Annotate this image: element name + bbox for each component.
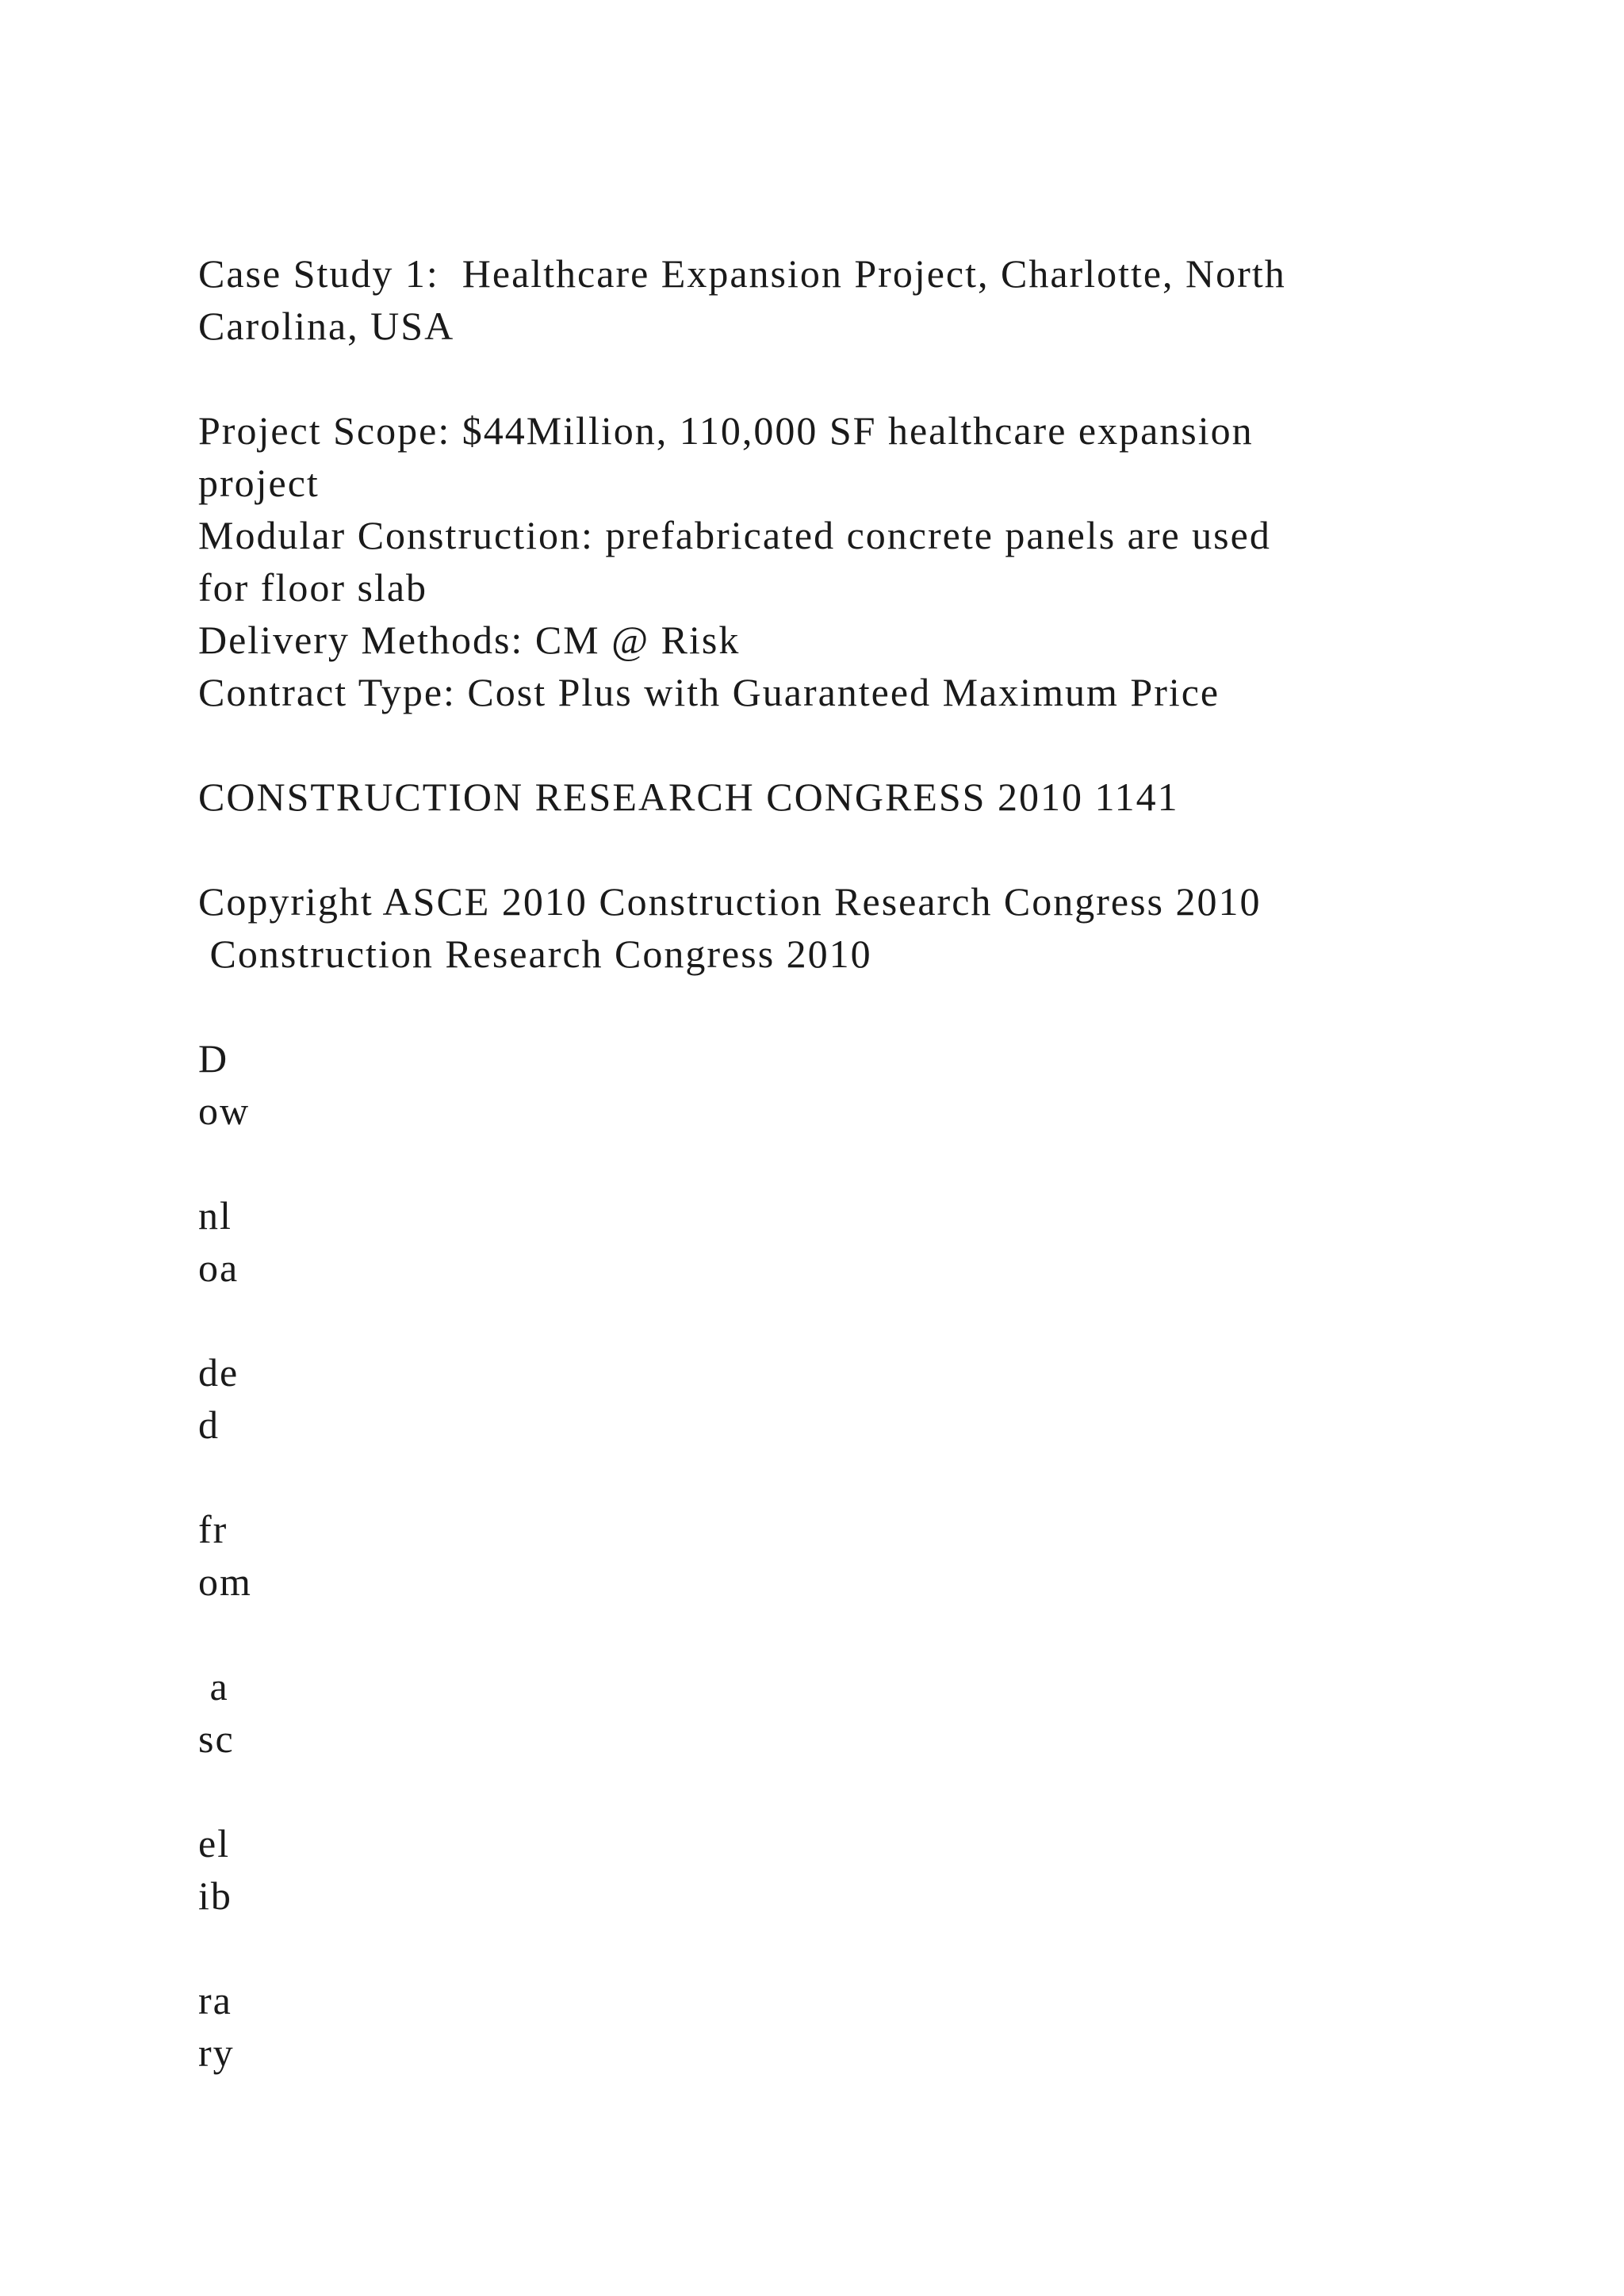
document-page xyxy=(198,247,1546,2079)
title-line: Carolina, USA xyxy=(198,304,455,348)
download-watermark xyxy=(198,1032,1546,2079)
conference-line: CONSTRUCTION RESEARCH CONGRESS 2010 1141 xyxy=(198,775,1179,819)
watermark-fragment: el xyxy=(198,1821,231,1866)
spacer xyxy=(198,352,1546,404)
watermark-fragment: ry xyxy=(198,2030,235,2075)
watermark-fragment: ib xyxy=(198,1873,232,1918)
watermark-fragment: oa xyxy=(198,1246,239,1290)
spacer xyxy=(198,823,1546,875)
spacer xyxy=(198,1137,1546,1189)
detail-line: Delivery Methods: CM @ Risk xyxy=(198,618,741,662)
spacer xyxy=(198,1451,1546,1503)
detail-line: for floor slab xyxy=(198,565,428,610)
watermark-fragment: ow xyxy=(198,1089,251,1133)
spacer xyxy=(198,1765,1546,1817)
spacer xyxy=(198,1608,1546,1660)
watermark-fragment: sc xyxy=(198,1716,235,1761)
watermark-fragment: ra xyxy=(198,1978,232,2022)
project-details xyxy=(198,404,1546,718)
detail-line: project xyxy=(198,461,320,505)
watermark-fragment: nl xyxy=(198,1193,232,1238)
spacer xyxy=(198,980,1546,1032)
case-study-title xyxy=(198,247,1546,352)
title-line: Case Study 1: Healthcare Expansion Project, Charlotte, North xyxy=(198,251,1286,296)
spacer xyxy=(198,1294,1546,1346)
detail-line: Contract Type: Cost Plus with Guaranteed Maximum Price xyxy=(198,670,1220,714)
watermark-fragment: de xyxy=(198,1350,239,1395)
copyright-line: Copyright ASCE 2010 Construction Research Congress 2010 xyxy=(198,879,1262,924)
watermark-fragment: fr xyxy=(198,1507,228,1552)
detail-line: Modular Construction: prefabricated concrete panels are used xyxy=(198,513,1271,557)
watermark-fragment: D xyxy=(198,1036,229,1081)
copyright-line: Construction Research Congress 2010 xyxy=(198,932,872,976)
watermark-fragment: d xyxy=(198,1402,220,1447)
watermark-fragment: om xyxy=(198,1559,252,1604)
copyright-block xyxy=(198,875,1546,980)
spacer xyxy=(198,718,1546,771)
detail-line: Project Scope: $44Million, 110,000 SF healthcare expansion xyxy=(198,408,1254,453)
watermark-fragment: a xyxy=(198,1664,229,1709)
spacer xyxy=(198,1922,1546,1974)
